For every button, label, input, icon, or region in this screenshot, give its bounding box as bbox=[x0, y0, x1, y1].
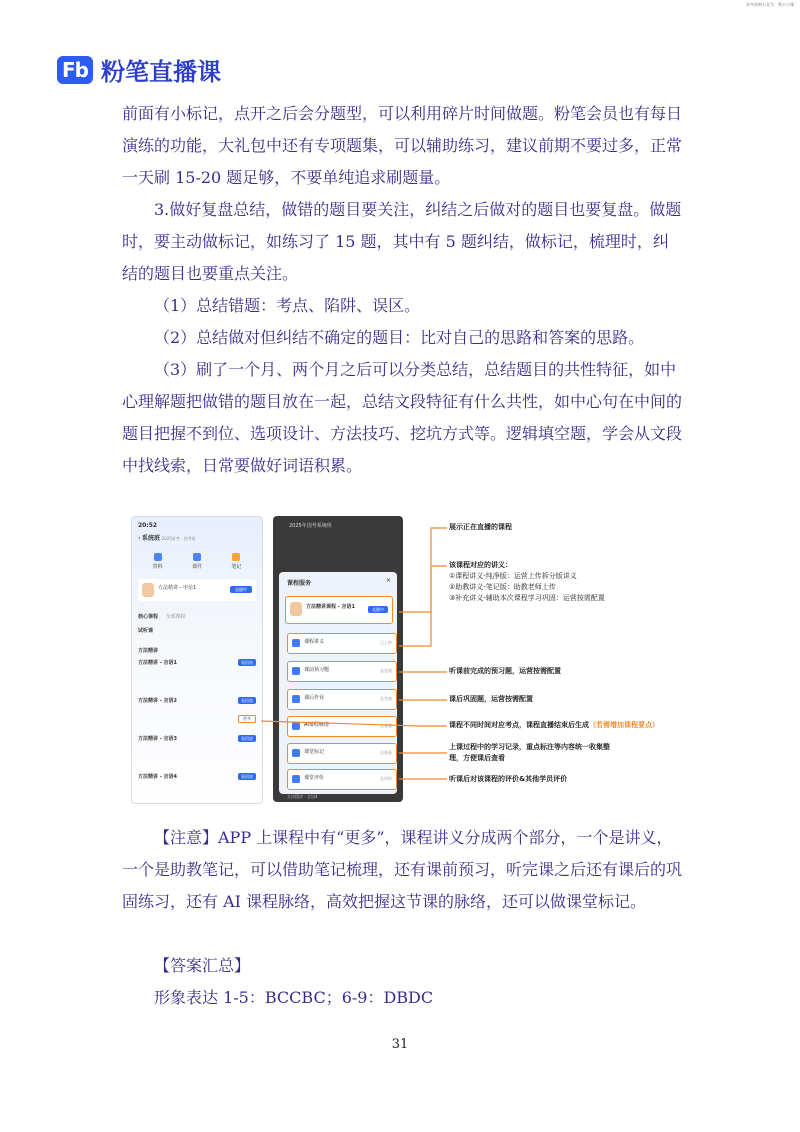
page-number: 31 bbox=[391, 1037, 409, 1052]
annotation-homework: 课后巩固题，运营按需配置 bbox=[449, 695, 533, 703]
course-title: 系统班 bbox=[142, 535, 161, 542]
replay-button[interactable]: 看回放 bbox=[238, 697, 256, 704]
section-title: 方法精讲 bbox=[138, 648, 159, 654]
app-screenshot-figure bbox=[131, 516, 679, 802]
more-button[interactable]: 更多 bbox=[238, 715, 256, 723]
menu-class-review[interactable]: 课堂评价 去评价 bbox=[287, 769, 397, 790]
menu-homework[interactable]: 课后作业 去完成 bbox=[287, 689, 397, 710]
answers-heading: 【答案汇总】 bbox=[154, 956, 251, 975]
replay-button[interactable]: 看回放 bbox=[238, 773, 256, 780]
paragraph-4: （2）总结做对但纠结不确定的题目：比对自己的思路和答案的思路。 bbox=[154, 328, 645, 347]
tab-core-courses[interactable]: 核心课程 bbox=[138, 614, 159, 620]
nav-item[interactable]: 课件 bbox=[192, 553, 202, 570]
paragraph-5: （3）刷了一个月、两个月之后可以分类总结，总结题目的共性特征，如中心理解题把做错的题目放在一起，总结文段特征有什么共性，如中心句在中间的题目把握不到位、选项设计、方法技巧、挖坑方式等。逻辑填空题，学会从文段中找线索，日常要做好词语积累。 bbox=[122, 360, 683, 475]
live-course-title: 方法精讲课程 - 言语1 bbox=[306, 604, 356, 610]
lesson-item[interactable]: 方法精讲 - 言语2 看回放 更多 bbox=[138, 697, 256, 727]
live-course-title: 方法精讲 - 申论1 bbox=[158, 585, 197, 591]
course-subtitle: 2025省考 · 国考班 bbox=[161, 536, 196, 541]
panel-title: 课程服务 bbox=[287, 580, 312, 587]
brand-logo: Fb bbox=[57, 56, 93, 84]
menu-course-handout[interactable]: 课程讲义 已上传 bbox=[287, 633, 397, 654]
filter-label[interactable]: 试听课 bbox=[138, 628, 154, 634]
annotation-preview: 听课前完成的预习题，运营按需配置 bbox=[449, 667, 561, 675]
menu-ai-outline[interactable]: AI课程脉络 去查看 bbox=[287, 716, 397, 737]
source-note: 更多资料公众号：带公小课 bbox=[746, 2, 794, 7]
annotation-handout: 该课程对应的讲义： ①课程讲义-纯净版：运营上传拆分版讲义 ②助教讲义-笔记版：助教老师上传 ③补充讲义-辅助本次课程学习巩固：运营按需配置 bbox=[449, 561, 605, 602]
lesson-item[interactable]: 方法精讲 - 言语4 看回放 bbox=[138, 773, 256, 803]
replay-button[interactable]: 看回放 bbox=[238, 659, 256, 666]
menu-class-marks[interactable]: 课堂标记 去查看 bbox=[287, 743, 397, 764]
brand-name: 粉笔直播课 bbox=[101, 58, 221, 86]
annotation-live: 展示正在直播的课程 bbox=[449, 523, 512, 531]
phone2-header: 2025年国考系统班 bbox=[289, 523, 332, 529]
nav-item[interactable]: 资料 bbox=[153, 553, 163, 570]
brand-header bbox=[57, 52, 221, 87]
annotation-marks: 上课过程中的学习记录，重点标注等内容统一收集整 理，方便课后查看 bbox=[449, 743, 610, 762]
back-icon[interactable]: ‹ bbox=[138, 535, 141, 542]
answers-line: 形象表达 1-5：BCCBC；6-9：DBDC bbox=[154, 988, 434, 1007]
replay-button[interactable]: 看回放 bbox=[238, 735, 256, 742]
note-paragraph: 【注意】APP 上课程中有“更多”，课程讲义分成两个部分，一个是讲义，一个是助教笔记，可以借助笔记梳理，还有课前预习，听完课之后还有课后的巩固练习，还有 AI 课程脉络，高效把握这节课的脉络，还可以做课堂标记。 bbox=[122, 828, 683, 911]
live-button[interactable]: 直播中 bbox=[230, 586, 252, 593]
annotation-review: 听课后对该课程的评价&其他学员评价 bbox=[449, 775, 568, 783]
phone2-footer: 方法精讲 - 言语4 bbox=[287, 794, 318, 799]
paragraph-3: （1）总结错题：考点、陷阱、误区。 bbox=[154, 296, 421, 315]
nav-item[interactable]: 笔记 bbox=[231, 553, 241, 570]
status-time: 20:52 bbox=[138, 522, 158, 529]
lesson-item[interactable]: 方法精讲 - 言语3 看回放 bbox=[138, 735, 256, 765]
paragraph-2: 3.做好复盘总结，做错的题目要关注，纠结之后做对的题目也要复盘。做题时，要主动做标记，如练习了 15 题，其中有 5 题纠结，做标记，梳理时，纠结的题目也要重点关注。 bbox=[122, 200, 682, 283]
annotation-ai: 课程不同时间对应考点，课程直播结束后生成（若需增加课程要点） bbox=[449, 721, 659, 729]
lesson-item[interactable]: 方法精讲 - 言语1 看回放 bbox=[138, 659, 256, 689]
menu-preview-questions[interactable]: 课前预习题 去完成 bbox=[287, 661, 397, 682]
tab-all-courses[interactable]: 全部课程 bbox=[165, 614, 186, 620]
live-button[interactable]: 直播中 bbox=[368, 606, 388, 613]
paragraph-1: 前面有小标记，点开之后会分题型，可以利用碎片时间做题。粉笔会员也有每日演练的功能，大礼包中还有专项题集，可以辅助练习，建议前期不要过多，正常一天刷 15-20 题足够，不要单纯追求刷题量。 bbox=[122, 104, 683, 187]
close-icon[interactable]: × bbox=[385, 577, 391, 584]
